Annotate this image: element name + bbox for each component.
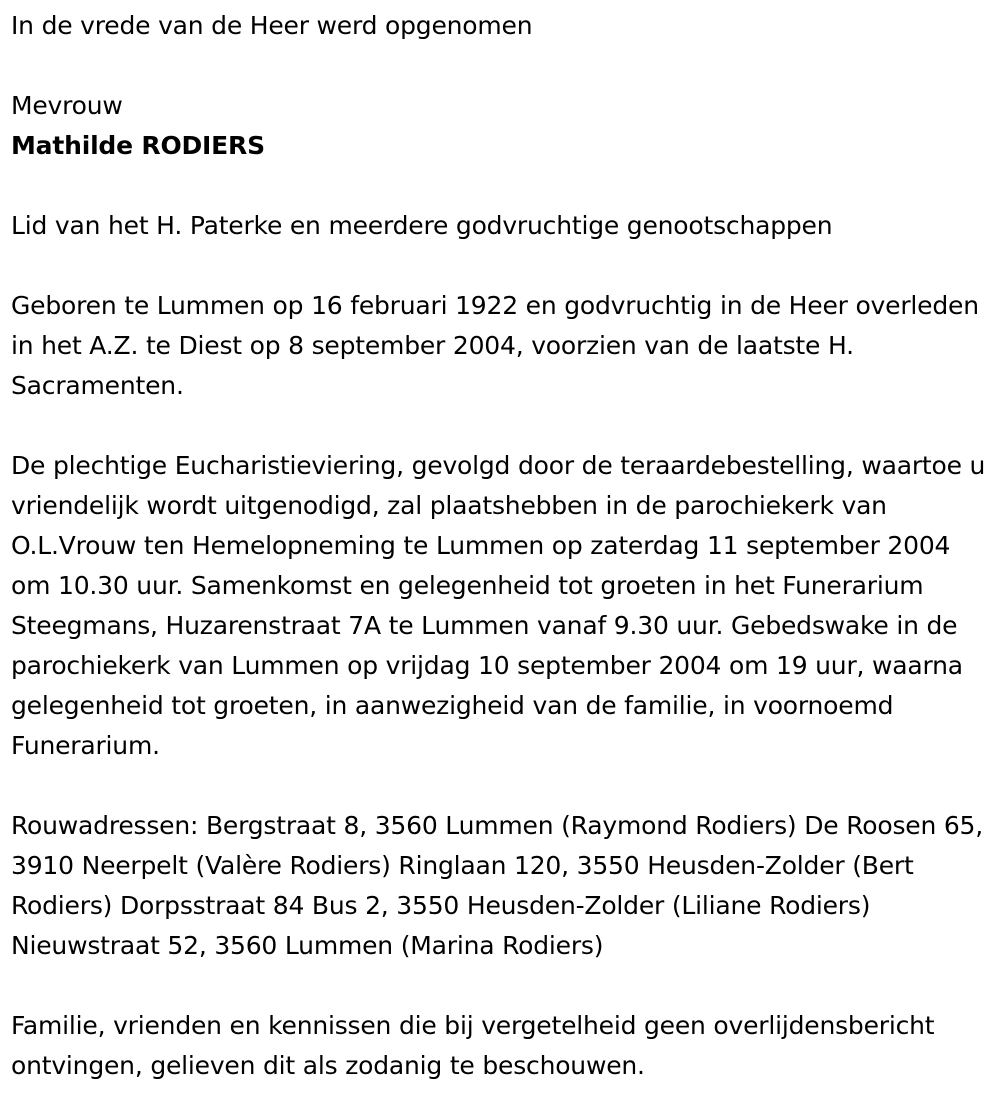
addresses-paragraph: Rouwadressen: Bergstraat 8, 3560 Lummen (Raymond Rodiers) De Roosen 65, 3910 Neerpelt (Valère Rodiers) Ringlaan 120, 3550 Heusden-Zolder (Bert Rodiers) Dorpsstraat 84 Bus 2, 3550 Heusden-Zolder (Liliane Rodiers) Nieuwstraat 52, 3560 Lummen (Marina Rodiers) <box>11 811 984 960</box>
obituary-document <box>11 6 991 1086</box>
birth-death-paragraph: Geboren te Lummen op 16 februari 1922 en godvruchtig in de Heer overleden in het A.Z. te Diest op 8 september 2004, voorzien van de laatste H. Sacramenten. <box>11 291 979 400</box>
deceased-name: Mathilde RODIERS <box>11 131 265 160</box>
membership-text: Lid van het H. Paterke en meerdere godvruchtige genootschappen <box>11 211 833 240</box>
ceremony-paragraph: De plechtige Eucharistieviering, gevolgd door de teraardebestelling, waartoe u vriendelijk wordt uitgenodigd, zal plaatshebben in de parochiekerk van O.L.Vrouw ten Hemelopneming te Lummen op zaterdag 11 september 2004 om 10.30 uur. Samenkomst en gelegenheid tot groeten in het Funerarium Steegmans, Huzarenstraat 7A te Lummen vanaf 9.30 uur. Gebedswake in de parochiekerk van Lummen op vrijdag 10 september 2004 om 19 uur, waarna gelegenheid tot groeten, in aanwezigheid van de familie, in voornoemd Funerarium. <box>11 451 986 760</box>
salutation: Mevrouw <box>11 91 123 120</box>
intro-text: In de vrede van de Heer werd opgenomen <box>11 11 533 40</box>
closing-paragraph: Familie, vrienden en kennissen die bij vergetelheid geen overlijdensbericht ontvingen, gelieven dit als zodanig te beschouwen. <box>11 1011 935 1080</box>
